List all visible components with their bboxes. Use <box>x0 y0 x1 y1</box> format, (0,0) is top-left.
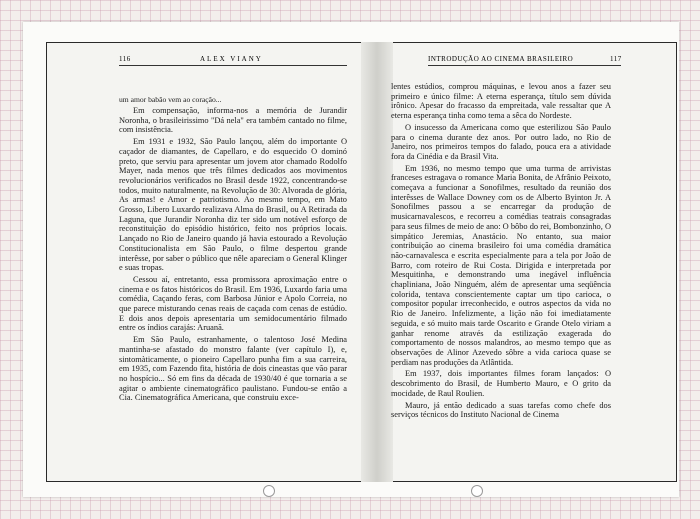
left-page-text <box>119 95 347 405</box>
right-running-head: INTRODUÇÃO AO CINEMA BRASILEIRO <box>428 55 574 63</box>
paragraph: Em 1937, dois importantes filmes foram lançados: O descobrimento do Brasil, de Humberto Mauro, e O grito da mocidade, de Raul Roulien. <box>391 369 611 398</box>
left-running-head: ALEX VIANY <box>200 55 263 63</box>
right-header-rule <box>428 65 621 66</box>
paragraph: Em São Paulo, estranhamente, o talentoso José Medina mantinha-se afastado do monstro falante (ver capítulo I), e, sintomàticamente, o pioneiro Capellaro punha fim a sua carreira, em 1935, com Fazendo fita, história de dois cineastas que vão parar no hospício... Só em fins da década de 1930/40 é que tornaria a se agitar o ambiente cinematográfico paulistano. Fundou-se então a Cia. Cinematográfica Americana, que construiu exce- <box>119 335 347 403</box>
paragraph: lentes estúdios, comprou máquinas, e levou anos a fazer seu primeiro e único filme: A eterna esperança, título sem dúvida irônico. Apesar do fracasso da empreitada, vale ressaltar que A eterna esperança tinha como tema a sêca do Nordeste. <box>391 82 611 121</box>
epigraph: um amor babão vem ao coração... <box>119 95 222 104</box>
left-page-number: 116 <box>119 55 131 63</box>
right-page-number: 117 <box>610 55 622 63</box>
paragraph: Mauro, já então dedicado a suas tarefas como chefe dos serviços técnicos do Instituto Nacional de Cinema <box>391 400 611 420</box>
left-header-rule <box>119 65 347 66</box>
scanned-sheet <box>23 22 679 497</box>
paragraph: Em 1936, no mesmo tempo que uma turma de arrivistas franceses estragava o romance Maria Bonita, de Afrânio Peixoto, começava a funcionar a Sonofilmes, resultado da reunião dos interêsses de Wallace Downey com os de Alberto Byinton Jr. A Sonofilmes passou a se encarregar da produção de musicarnavalescos, e recorreu a comédias teatrais consagradas para seus filmes de meio de ano: O bôbo do rei, Bombonzinho, O simpático Jeremias, Anastácio. No entanto, sua maior contribuição ao cinema brasileiro foi uma comédia dramática não-carnavalesca e escrita especialmente para a tela por João de Barro, com roteiro de Rui Costa. Dirigida e interpretada por Mesquitinha, e demonstrando uma inegável influência chapliniana, João Ninguém, além de apresentar uma seqüência colorida, tentava conscientemente captar um tipo carioca, o compositor popular irreconhecido, e outros aspectos da vida no Rio de Janeiro. Infelizmente, a lição não foi imediatamente seguida, e só muito mais tarde Oscarito e Grande Otelo viriam a ganhar renome através da estilização exagerada do comportamento de nossos malandros, ao mesmo tempo que as observações de Alinor Azevedo sôbre a vida carioca quase se perdiam nas produções da Atlântida. <box>391 163 611 367</box>
binding-hole-mark <box>263 485 275 497</box>
paragraph: Em compensação, informa-nos a memória de Jurandir Noronha, o brasileirissimo "Dá nela" era também cantado no filme, com insistência. <box>119 106 347 135</box>
book-gutter <box>361 42 393 482</box>
right-page-text <box>391 82 611 422</box>
paragraph: Cessou aí, entretanto, essa promissora aproximação entre o cinema e os fatos históricos do Brasil. Em 1936, Luxardo faria uma comédia, Caçando feras, com Barbosa Júnior e Apolo Correia, no que parece misturando cenas reais de caçada com cenas de estúdio. E dois anos depois apresentaria um semidocumentário filmado entre os índios carajás: Aruanã. <box>119 274 347 333</box>
paragraph: O insucesso da Americana como que esterilizou São Paulo para o cinema durante dez anos. Por outro lado, no Rio de Janeiro, nos primeiros tempos do falado, pouca era a atividade fora da Cinédia e da Brasil Vita. <box>391 122 611 161</box>
binding-hole-mark <box>471 485 483 497</box>
paragraph: Em 1931 e 1932, São Paulo lançou, além do importante O caçador de diamantes, de Capellaro, e do esquecido O dominó preto, que serviu para apresentar um jovem ator chamado Rodolfo Mayer, nada menos que três filmes dedicados aos movimentos revolucionários verificados no Brasil desde 1922, concentrando-se todos, muito naturalmente, na Revolução de 30: Alvorada de glória, As armas! e Amor e patriotismo. Ao mesmo tempo, em Mato Grosso, Libero Luxardo realizava Alma do Brasil, ou A Retirada da Laguna, que Jurandir Noronha diz ter sido um notável esforço de reconstituição do episódio histórico, feito nos próprios locais. Lançado no Rio de Janeiro quando já havia estourado a Revolução Constitucionalista em São Paulo, o filme despertou grande interêsse, por saber o público que nêle apareciam o General Klinger e suas tropas. <box>119 137 347 273</box>
